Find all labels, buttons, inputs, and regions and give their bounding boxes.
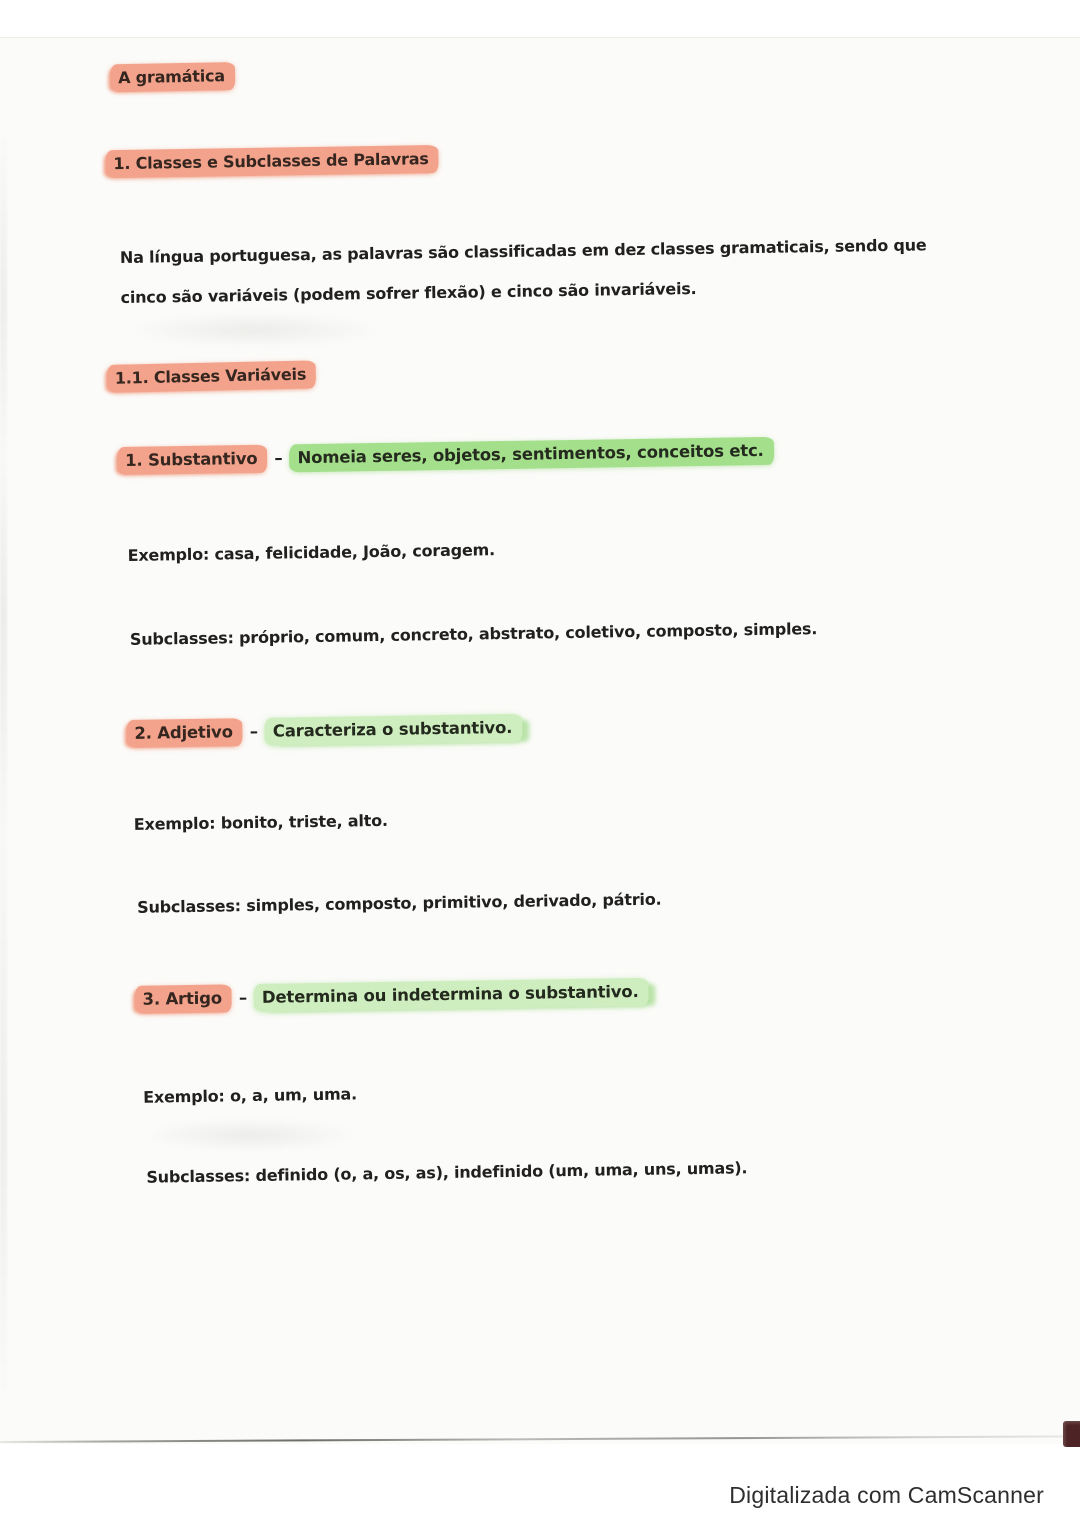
camscanner-watermark: Digitalizada com CamScanner bbox=[729, 1482, 1044, 1508]
doc-title-row bbox=[110, 62, 235, 92]
subclasses-label: Subclasses: bbox=[129, 628, 234, 649]
page-title: A gramática bbox=[110, 62, 235, 92]
subsection-heading-row bbox=[107, 361, 317, 392]
scan-smudge bbox=[140, 1118, 360, 1152]
example-text: bonito, triste, alto. bbox=[220, 810, 388, 833]
entry-subclasses-line bbox=[146, 1158, 747, 1186]
entry-separator: – bbox=[249, 721, 258, 742]
subsection-heading: 1.1. Classes Variáveis bbox=[107, 360, 317, 393]
entry-example-line bbox=[143, 1084, 357, 1106]
entry-definition: Caracteriza o substantivo. bbox=[265, 714, 523, 746]
example-label: Exemplo: bbox=[127, 544, 210, 565]
subclasses-label: Subclasses: bbox=[146, 1166, 251, 1187]
subclasses-label: Subclasses: bbox=[137, 896, 242, 917]
entry-term: 3. Artigo bbox=[134, 984, 232, 1014]
entry-term: 2. Adjetivo bbox=[126, 718, 243, 748]
entry-subclasses-line bbox=[130, 619, 817, 649]
section-heading: 1. Classes e Subclasses de Palavras bbox=[105, 145, 439, 178]
example-label: Exemplo: bbox=[142, 1086, 225, 1107]
entry-term-line bbox=[134, 978, 648, 1014]
example-text: casa, felicidade, João, coragem. bbox=[214, 540, 496, 564]
red-edge-mark bbox=[1063, 1421, 1080, 1447]
intro-paragraph: Na língua portuguesa, as palavras são classificadas em dez classes gramaticais, sendo que cinco são variáveis (podem sofrer flexão) e cinco são invariáveis. bbox=[119, 235, 927, 308]
entry-separator: – bbox=[274, 448, 283, 468]
entry-term-line bbox=[117, 437, 774, 475]
entry-definition: Nomeia seres, objetos, sentimentos, conceitos etc. bbox=[289, 437, 774, 473]
entry-term-line bbox=[126, 714, 522, 748]
example-label: Exemplo: bbox=[133, 813, 216, 834]
entry-separator: – bbox=[238, 988, 248, 1008]
entry-example-line bbox=[134, 811, 388, 834]
section-heading-row bbox=[105, 145, 439, 178]
scan-smudge bbox=[125, 312, 385, 348]
subclasses-text: próprio, comum, concreto, abstrato, coletivo, composto, simples. bbox=[238, 619, 818, 648]
subclasses-text: definido (o, a, os, as), indefinido (um, uma, uns, umas). bbox=[255, 1158, 748, 1186]
entry-term: 1. Substantivo bbox=[117, 445, 268, 475]
entry-example-line bbox=[127, 540, 495, 565]
entry-subclasses-line bbox=[137, 890, 662, 917]
subclasses-text: simples, composto, primitivo, derivado, pátrio. bbox=[246, 889, 662, 916]
example-text: o, a, um, uma. bbox=[229, 1084, 358, 1106]
entry-definition: Determina ou indetermina o substantivo. bbox=[254, 978, 649, 1012]
